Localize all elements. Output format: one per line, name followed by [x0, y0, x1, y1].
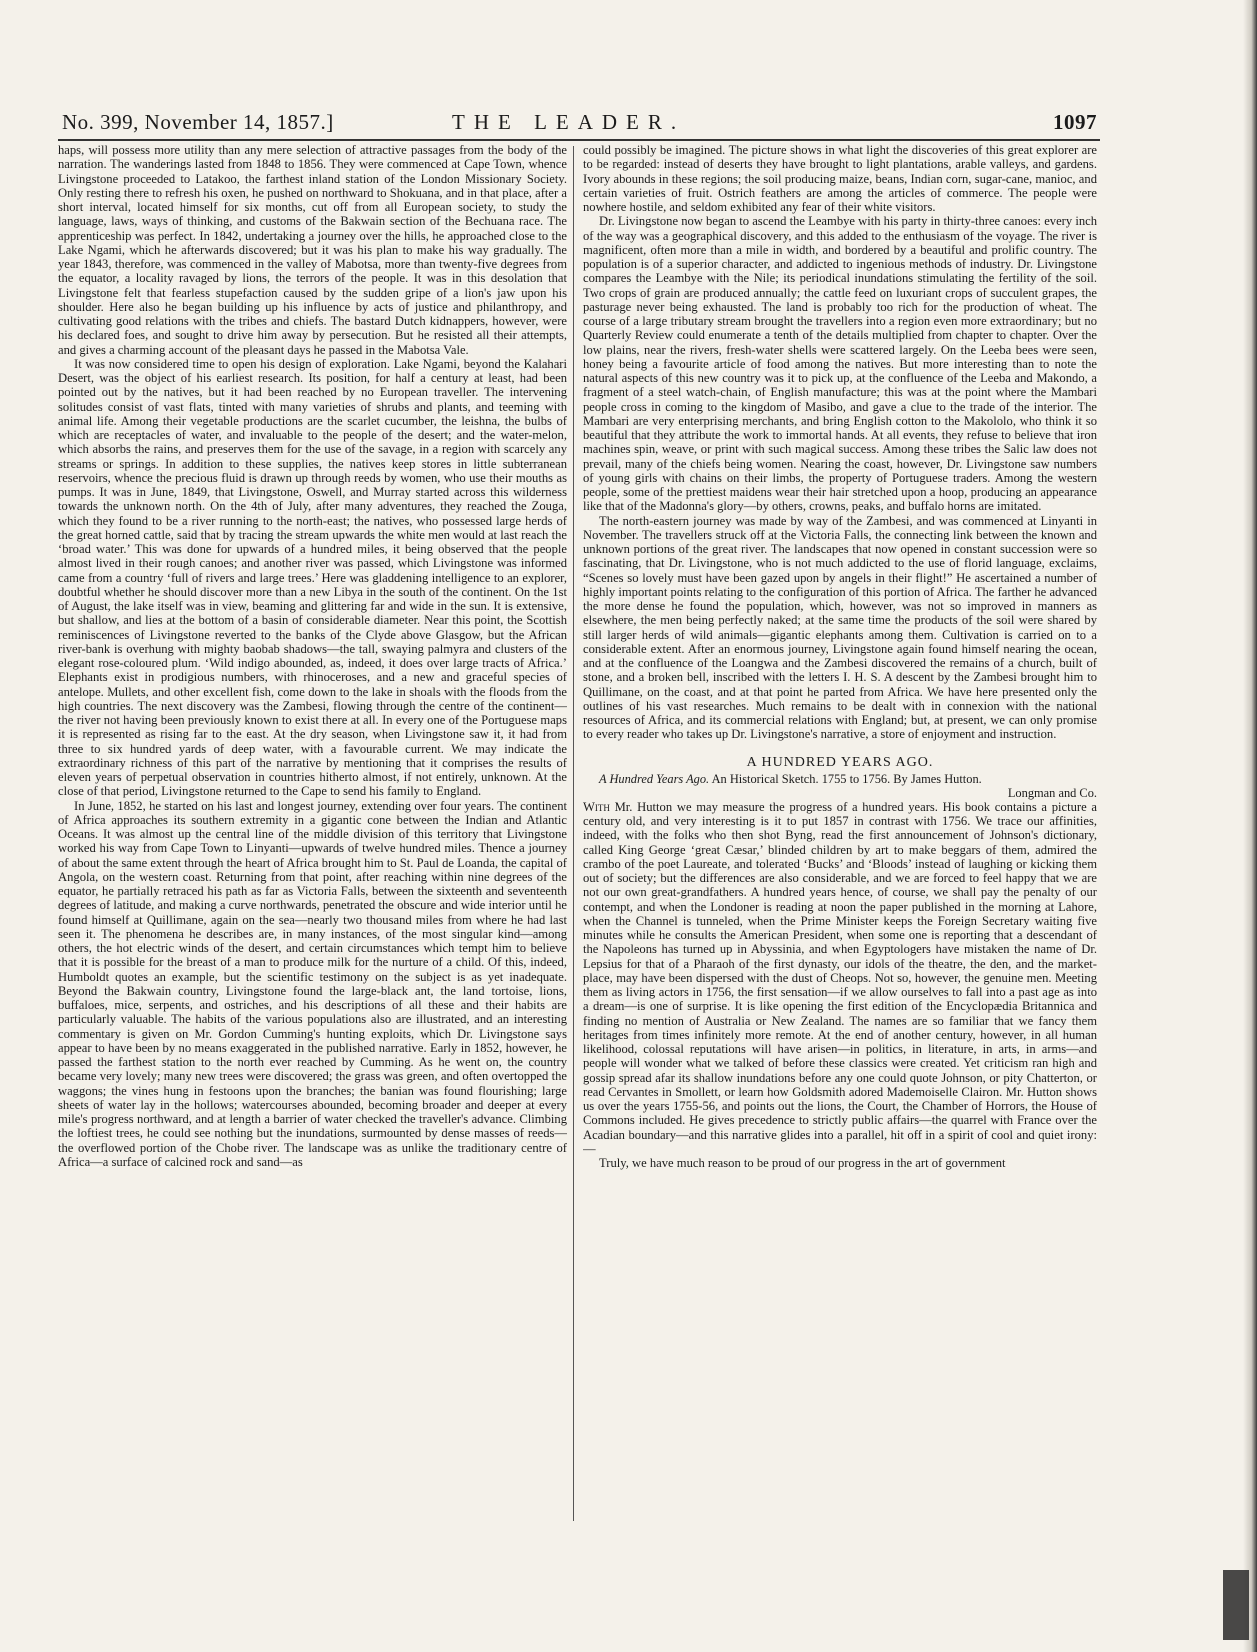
- column-divider: [573, 146, 574, 1521]
- scan-mark: [1223, 1570, 1249, 1640]
- review-lead-word: With: [583, 799, 610, 814]
- issue-line: No. 399, November 14, 1857.]: [62, 110, 334, 134]
- newspaper-title: THE LEADER.: [452, 110, 686, 134]
- right-column: [583, 143, 1097, 1408]
- review-book-line: [583, 772, 1097, 786]
- review-book-title: A Hundred Years Ago.: [599, 771, 710, 786]
- review-paragraph-1-text: Mr. Hutton we may measure the progress of a hundred years. His book contains a picture a century old, and very interesting is it to put 1857 in contrast with 1756. We trace our affinities, indeed, with the folks who then shot Byng, read the first announcement of Johnson's dictionary, called King George ‘great Cæsar,’ blinded children by art to make beggars of them, admired the crambo of the poet Laureate, and tolerated ‘Bucks’ and ‘Bloods’ instead of laughing or kicking them out of society; but the differences are also considerable, and we are forced to feel happy that we are not our own great-grandfathers. A hundred years hence, of course, we shall pay the penalty of our contempt, and when the Londoner is reading at noon the paper published in the morning at Lahore, when the Channel is tunneled, when the Prime Minister keeps the Foreign Secretary waiting five minutes while he consults the American President, when some one is reporting that a descendant of the Napoleons has turned up in Abyssinia, and when Egyptologers have mistaken the name of Dr. Lepsius for that of a Pharaoh of the first dynasty, our idols of the theatre, the den, and the market-place, may have been dispersed with the dust of Cheops. Not so, however, the genuine men. Meeting them as living actors in 1756, the first sensation—if we allow ourselves to fall into a past age as into a dream—is one of surprise. It is like opening the first edition of the Encyclopædia Britannica and finding no mention of Australia or New Zealand. The names are so familiar that we fancy them heritages from times infinitely more remote. At the end of another century, however, in all human likelihood, colossal reputations will have arisen—in politics, in literature, in arts, in arms—and people will wonder what we talked of before these classics were created. Yet criticism ran high and gossip spread afar its shallow inundations before any one could quote Johnson, or pity Chatterton, or read Cervantes in Smollett, or learn how Goldsmith adored Mademoiselle Clairon. Mr. Hutton shows us over the years 1755-56, and points out the lions, the Court, the Chamber of Horrors, the House of Commons included. He gives precedence to strictly public affairs—the quarrel with France over the Acadian boundary—and this narrative glides into a parallel, hit off in a spirit of cool and quiet irony:—: [583, 799, 1097, 1156]
- review-book-description: An Historical Sketch. 1755 to 1756. By James Hutton.: [711, 771, 982, 786]
- right-paragraph-1: could possibly be imagined. The picture shows in what light the discoveries of this great explorer are to be regarded: instead of deserts they have brought to light plantations, arable valleys, and gardens. Ivory abounds in these regions; the soil producing maize, beans, Indian corn, sugar-cane, manioc, and certain varieties of fruit. Ostrich feathers are among the articles of commerce. The people were nowhere hostile, and seldom exhibited any fear of their white visitors.: [583, 143, 1097, 214]
- review-paragraph-2: Truly, we have much reason to be proud of our progress in the art of government: [599, 1156, 1006, 1170]
- review-paragraph-1: [583, 800, 1097, 1156]
- review-heading: A HUNDRED YEARS AGO.: [746, 754, 934, 770]
- review-publisher: Longman and Co.: [1007, 785, 1097, 800]
- binding-edge: [1243, 0, 1257, 1652]
- right-paragraph-3: The north-eastern journey was made by way of the Zambesi, and was commenced at Linyanti in November. The travellers struck off at the Victoria Falls, the connecting link between the known and unknown portions of the great river. The landscapes that now opened in constant succession were so fascinating, that Dr. Livingstone, who is not much addicted to the use of florid language, exclaims, “Scenes so lovely must have been gazed upon by angels in their flight!” He ascertained a number of highly important points relating to the configuration of this portion of Africa. The farther he advanced the more dense he found the population, which, however, was not so improved in manners as elsewhere, the men being perfectly naked; at the same time the products of the soil were shared by still larger herds of wild animals—gigantic elephants among them. Cultivation is carried on to a considerable extent. After an enormous journey, Livingstone again found himself nearing the ocean, and at the confluence of the Loangwa and the Zambesi discovered the remains of a church, built of stone, and a broken bell, inscribed with the letters I. H. S. A descent by the Zambesi brought him to Quillimane, on the coast, and at that point he parted from Africa. We have here presented only the outlines of his vast researches. Much remains to be dealt with in connexion with the national resources of Africa, and its commercial relations with England; but, at present, we can only promise to every reader who takes up Dr. Livingstone's narrative, a store of enjoyment and instruction.: [583, 513, 1097, 742]
- page-number: 1097: [1053, 110, 1097, 134]
- masthead: [62, 106, 1097, 138]
- left-column: [58, 143, 567, 1523]
- left-paragraph-1: haps, will possess more utility than any mere selection of attractive passages from the body of the narration. The wanderings lasted from 1848 to 1856. They were commenced at Cape Town, whence Livingstone proceeded to Latakoo, the farthest inland station of the London Missionary Society. Only resting there to refresh his oxen, he pushed on northward to Shokuana, and in that place, after a short interval, located himself for six months, cut off from all European society, to study the language, laws, ways of thinking, and customs of the Bakwain section of the Bechuana race. The apprenticeship was perfect. In 1842, undertaking a journey over the hills, he approached close to the Lake Ngami, which he afterwards discovered; but it was his plan to make his way gradually. The year 1843, therefore, was commenced in the valley of Mabotsa, more than twenty-five degrees from the equator, a locality ravaged by lions, the terrors of the people. It was in this desolation that Livingstone felt that fearless stupefaction caused by the sudden gripe of a lion's jaw upon his shoulder. Here also he began building up his influence by acts of justice and philanthropy, and cultivating good relations with the tribes and chiefs. The bastard Dutch kidnappers, however, were his declared foes, and sought to drive him away by persecution. But he resisted all their attempts, and gives a charming account of the pleasant days he passed in the Mabotsa Vale.: [58, 143, 567, 357]
- left-paragraph-2: It was now considered time to open his design of exploration. Lake Ngami, beyond the Kalahari Desert, was the object of his earliest research. Its position, for half a century at least, had been pointed out by the natives, but it had been reached by no European traveller. The intervening solitudes consist of vast flats, tinted with many varieties of shrubs and plants, and teeming with animal life. Among their vegetable productions are the scarlet cucumber, the leishna, the bulbs of which are receptacles of water, and invaluable to the people of the desert; and the water-melon, which absorbs the rains, and preserves them for the use of the savage, in a region with scarcely any streams or springs. In addition to these supplies, the natives keep stores in little subterranean reservoirs, whence the precious fluid is drawn up through reeds by women, who use their mouths as pumps. It was in June, 1849, that Livingstone, Oswell, and Murray started across this wilderness towards the unknown north. On the 4th of July, after many adventures, they reached the Zouga, which they found to be a river running to the north-east; the natives, who possessed large herds of the great horned cattle, said that by tracing the stream upwards the white men would at last reach the ‘broad water.’ This was done for upwards of a hundred miles, it being observed that the people almost lived in their rough canoes; and another river was passed, which Livingstone was informed came from a country ‘full of rivers and large trees.’ Here was gladdening intelligence to an explorer, doubtful whether he should discover more than a new Libya in the south of the continent. On the 1st of August, the lake itself was in view, beaming and glittering far and wide in the sun. It is extensive, but shallow, and lies at the bottom of a basin of considerable diameter. Near this point, the Scottish reminiscences of Livingstone reverted to the banks of the Clyde above Glasgow, but the African river-bank is overhung with mighty baobab shadows—the tall, swaying palmyra and clusters of the elegant rose-coloured plum. ‘Wild indigo abounded, as, indeed, it does over large tracts of Africa.’ Elephants exist in prodigious numbers, with rhinoceroses, and a new and graceful species of antelope. Mullets, and other excellent fish, come down to the lake in shoals with the floods from the high countries. The next discovery was the Zambesi, flowing through the centre of the continent—the river not having been previously known to exist there at all. In every one of the Portuguese maps it is represented as rising far to the east. At the dry season, when Livingstone saw it, it had from three to six hundred yards of deep water, with a favourable current. We may indicate the extraordinary richness of this part of the narrative by mentioning that it comprises the results of eleven years of perpetual observation in countries hitherto almost, if not entirely, unknown. At the close of that period, Livingstone returned to the Cape to send his family to England.: [58, 356, 567, 799]
- right-paragraph-2: Dr. Livingstone now began to ascend the Leambye with his party in thirty-three canoes: every inch of the way was a geographical discovery, and this added to the enthusiasm of the voyage. The river is magnificent, often more than a mile in width, and bordered by a beautiful and prolific country. The population is of a superior character, and addicted to ingenious methods of industry. Dr. Livingstone compares the Leambye with the Nile; its periodical inundations stimulating the fertility of the soil. Two crops of grain are produced annually; the cattle feed on luxuriant crops of succulent grapes, the pasturage never being exhausted. The land is probably too rich for the production of wheat. The course of a large tributary stream brought the travellers into a region even more extraordinary; but no Quarterly Review could enumerate a tenth of the details multiplied from chapter to chapter. Over the low plains, near the rivers, fresh-water shells were scattered largely. On the Leeba bees were seen, honey being a favourite article of food among the natives. But more interesting than to note the natural aspects of this new country was it to pick up, at the confluence of the Leeba and Makondo, a fragment of a steel watch-chain, of English manufacture; this was at the point where the Mambari people cross in coming to the kingdom of Masibo, and gave a clue to the trade of the interior. The Mambari are very enterprising merchants, and bring English cotton to the Makololo, who think it so beautiful that they attribute the work to immortal hands. At all events, they refuse to believe that iron machines spin, weave, or print with such magical success. Among these tribes the Salic law does not prevail, many of the chiefs being women. Nearing the coast, however, Dr. Livingstone saw numbers of young girls with chains on their limbs, the property of Portuguese traders. Among the western people, some of the prettiest maidens wear their hair stretched upon a hoop, producing an appearance like that of the Madonna's glory—by others, crowns, peaks, and buffalo horns are imitated.: [583, 214, 1097, 514]
- left-paragraph-3: In June, 1852, he started on his last and longest journey, extending over four years. The continent of Africa approaches its southern extremity in a gigantic cone between the Indian and Atlantic Oceans. It was almost up the central line of the middle division of this territory that Livingstone worked his way from Cape Town to Linyanti—upwards of twelve hundred miles. Thence a journey of about the same extent through the heart of Africa brought him to St. Paul de Loanda, the capital of Angola, on the western coast. Returning from that point, after reaching within nine degrees of the equator, he partially retraced his path as far as Victoria Falls, between the sixteenth and seventeenth degrees of latitude, and making a curve northwards, penetrated the obscure and wide interior until he found himself at Quillimane, again on the sea—nearly two thousand miles from where he had last seen it. The phenomena he describes are, in many instances, of the most singular kind—among others, the hot electric winds of the desert, and certain circumstances which tempt him to believe that it is possible for the breast of a man to produce milk for the nurture of a child. Of this, indeed, Humboldt quotes an example, but the scientific testimony on the subject is as yet inadequate. Beyond the Bakwain country, Livingstone found the large-black ant, the land tortoise, lions, buffaloes, mice, serpents, and ostriches, and his descriptions of all these and their habits are particularly valuable. The habits of the various populations also are illustrated, and an interesting commentary is given on Mr. Gordon Cumming's hunting exploits, which Dr. Livingstone says appear to have been by no means exaggerated in the published narrative. Early in 1852, however, he passed the farthest station to the north ever reached by Cumming. As he went on, the country became very lovely; many new trees were discovered; the grass was green, and often overtopped the waggons; the vines hung in festoons upon the branches; the banian was found flourishing; large sheets of water lay in the hollows; watercourses abounded, becoming broader and deeper at every mile's progress northward, and at length a barrier of water checked the traveller's advance. Climbing the loftiest trees, he could see nothing but the inundations, surmounted by dense masses of reeds—the overflowed portion of the Chobe river. The landscape was as unlike the traditionary centre of Africa—a surface of calcined rock and sand—as: [58, 798, 567, 1169]
- header-rule: [58, 139, 1100, 141]
